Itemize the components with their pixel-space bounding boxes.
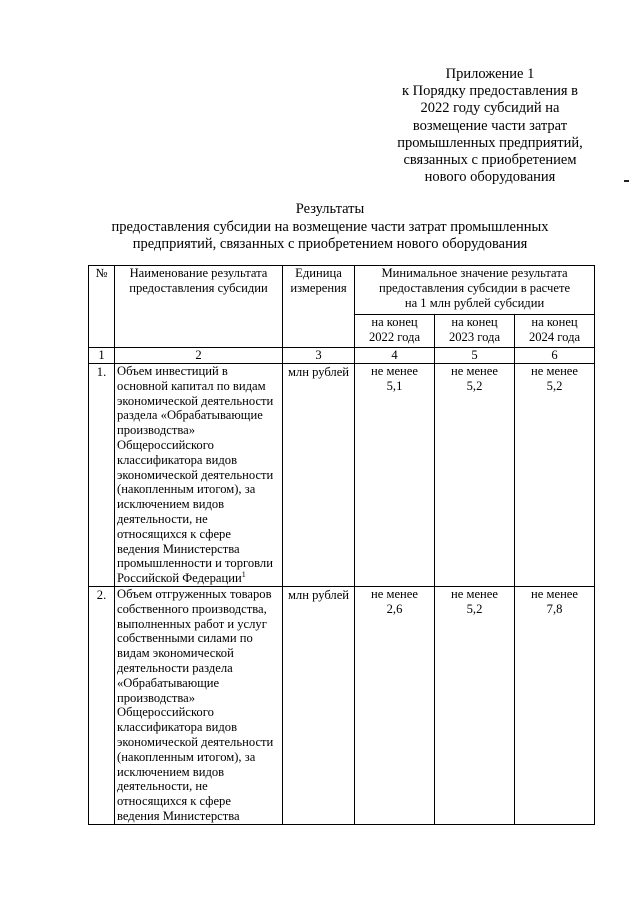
value-2024: не менее 7,8 [515,586,595,824]
appendix-line: промышленных предприятий, [397,134,583,151]
column-number: 1 [89,348,115,364]
appendix-line: Приложение 1 [445,66,535,82]
appendix-line: связанных с приобретением [403,152,577,169]
row-number: 1. [89,364,115,587]
result-unit: млн рублей [283,364,355,587]
header-row [89,266,595,315]
header-num: № [89,266,115,348]
title-line: предоставления субсидии на возмещение части затрат промышленных [111,218,549,235]
column-number-row [89,348,595,364]
value-2024: не менее 5,2 [515,364,595,587]
results-table [88,265,595,825]
table-row [89,586,595,824]
header-year-2024: на конец 2024 года [515,315,595,348]
appendix-line: 2022 году субсидий на [420,100,560,117]
result-unit: млн рублей [283,586,355,824]
result-name: Объем инвестиций в основной капитал по видам экономической деятельности раздела «Обрабатывающие производства» Общероссийского классификатора видов экономической деятельности (накопленным итогом), за исключением видов деятельности, не относящихся к сфере ведения Министерства промышленности и торговли Российской Федерации$^1$ [115,364,283,587]
scan-mark [624,180,629,182]
column-number: 6 [515,348,595,364]
column-number: 2 [115,348,283,364]
value-2023: не менее 5,2 [435,364,515,587]
header-year-2023: на конец 2023 года [435,315,515,348]
title-line: предприятий, связанных с приобретением нового оборудования [132,236,528,252]
appendix-line: возмещение части затрат [412,117,568,134]
table-row [89,364,595,587]
value-2023: не менее 5,2 [435,586,515,824]
value-2022: не менее 5,1 [355,364,435,587]
header-unit: Единица измерения [283,266,355,348]
appendix-line: к Порядку предоставления в [401,83,579,100]
row-number: 2. [89,586,115,824]
appendix-block [380,66,600,186]
value-2022: не менее 2,6 [355,586,435,824]
column-number: 3 [283,348,355,364]
header-year-2022: на конец 2022 года [355,315,435,348]
footnote-mark: 1 [241,569,246,579]
appendix-line: нового оборудования [424,169,556,186]
result-name: Объем отгруженных товаров собственного производства, выполненных работ и услуг собственными силами по видам экономической деятельности раздела «Обрабатывающие производства» Общероссийского классификатора видов экономической деятельности (накопленным итогом), за исключением видов деятельности, не относящихся к сфере ведения Министерства [115,586,283,824]
title-line: Результаты [295,201,365,217]
column-number: 5 [435,348,515,364]
header-min-value: Минимальное значение результата предоставления субсидии в расчете на 1 млн рублей субсидии [355,266,595,315]
header-name: Наименование результата предоставления субсидии [115,266,283,348]
document-title [80,201,580,254]
column-number: 4 [355,348,435,364]
